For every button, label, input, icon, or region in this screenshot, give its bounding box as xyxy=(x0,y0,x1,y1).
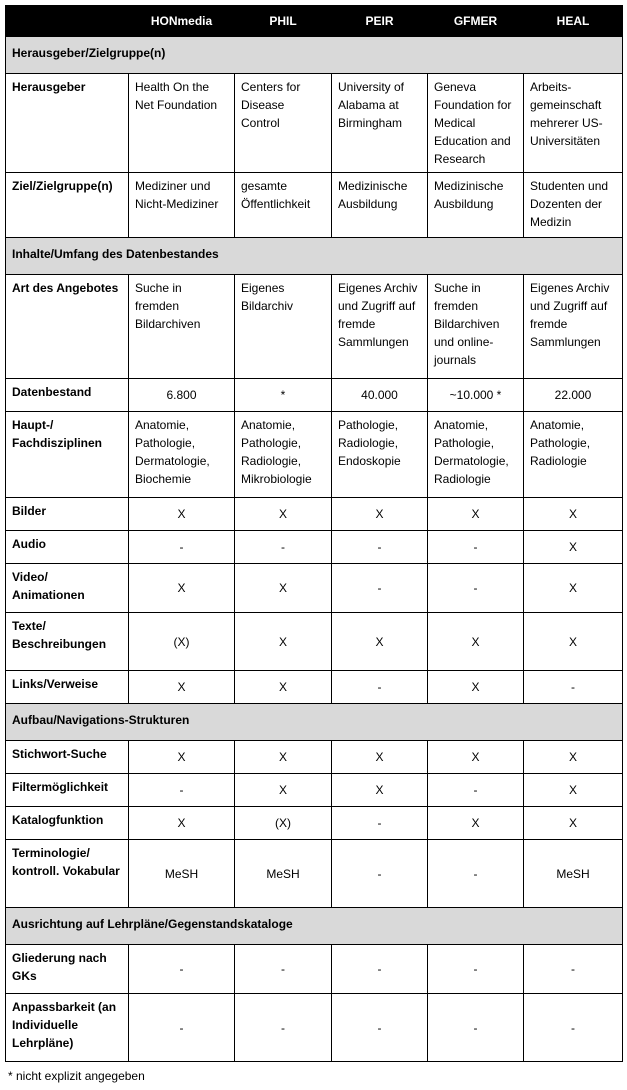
row-label: Ziel/Zielgruppe(n) xyxy=(6,173,129,238)
table-cell: 6.800 xyxy=(129,379,235,412)
table-cell: X xyxy=(524,531,623,564)
table-cell: Pathologie, Radiologie, Endoskopie xyxy=(332,412,428,498)
table-cell: X xyxy=(235,774,332,807)
table-cell: X xyxy=(428,613,524,671)
row-label: Bilder xyxy=(6,498,129,531)
row-label: Gliederung nach GKs xyxy=(6,945,129,994)
header-row xyxy=(6,6,623,37)
row-label: Stichwort-Suche xyxy=(6,741,129,774)
table-cell: Arbeits-gemeinschaft mehrerer US-Universitäten xyxy=(524,74,623,173)
table-cell: ~10.000 * xyxy=(428,379,524,412)
table-row xyxy=(6,613,623,671)
row-label: Art des Angebotes xyxy=(6,275,129,379)
table-cell: Suche in fremden Bildarchiven xyxy=(129,275,235,379)
header-honmedia: HONmedia xyxy=(129,6,235,37)
section-title: Inhalte/Umfang des Datenbestandes xyxy=(6,238,623,275)
header-corner xyxy=(6,6,129,37)
section-row xyxy=(6,704,623,741)
row-label: Links/Verweise xyxy=(6,671,129,704)
row-label: Audio xyxy=(6,531,129,564)
table-cell: MeSH xyxy=(235,840,332,908)
table-cell: - xyxy=(428,840,524,908)
table-cell: * xyxy=(235,379,332,412)
table-row xyxy=(6,498,623,531)
table-cell: Anatomie, Pathologie, Dermatologie, Biochemie xyxy=(129,412,235,498)
table-cell: - xyxy=(129,945,235,994)
table-cell: Anatomie, Pathologie, Radiologie, Mikrobiologie xyxy=(235,412,332,498)
header-heal: HEAL xyxy=(524,6,623,37)
table-cell: X xyxy=(524,498,623,531)
table-cell: (X) xyxy=(235,807,332,840)
table-cell: X xyxy=(428,807,524,840)
table-cell: X xyxy=(524,741,623,774)
table-cell: X xyxy=(129,741,235,774)
table-row xyxy=(6,275,623,379)
table-cell: - xyxy=(524,945,623,994)
table-cell: X xyxy=(129,671,235,704)
table-cell: X xyxy=(235,741,332,774)
table-cell: Medizinische Ausbildung xyxy=(332,173,428,238)
table-cell: - xyxy=(524,671,623,704)
table-cell: Medizinische Ausbildung xyxy=(428,173,524,238)
table-cell: Suche in fremden Bildarchiven und online-journals xyxy=(428,275,524,379)
row-label: Datenbestand xyxy=(6,379,129,412)
section-row xyxy=(6,908,623,945)
table-cell: X xyxy=(524,564,623,613)
table-row xyxy=(6,379,623,412)
table-row xyxy=(6,531,623,564)
row-label: Video/ Animationen xyxy=(6,564,129,613)
table-cell: - xyxy=(235,994,332,1062)
table-cell: MeSH xyxy=(129,840,235,908)
table-cell: MeSH xyxy=(524,840,623,908)
table-row xyxy=(6,840,623,908)
table-row xyxy=(6,741,623,774)
table-cell: X xyxy=(428,741,524,774)
table-body xyxy=(6,37,623,1062)
table-cell: Anatomie, Pathologie, Radiologie xyxy=(524,412,623,498)
row-label: Herausgeber xyxy=(6,74,129,173)
table-cell: X xyxy=(332,774,428,807)
table-cell: X xyxy=(524,807,623,840)
section-title: Herausgeber/Zielgruppe(n) xyxy=(6,37,623,74)
table-cell: - xyxy=(428,994,524,1062)
table-cell: X xyxy=(129,498,235,531)
table-row xyxy=(6,945,623,994)
row-label: Texte/ Beschreibungen xyxy=(6,613,129,671)
table-cell: - xyxy=(235,945,332,994)
header-phil: PHIL xyxy=(235,6,332,37)
table-cell: - xyxy=(129,531,235,564)
table-cell: X xyxy=(235,498,332,531)
table-cell: 22.000 xyxy=(524,379,623,412)
table-cell: - xyxy=(428,564,524,613)
table-cell: - xyxy=(524,994,623,1062)
table-cell: - xyxy=(235,531,332,564)
table-row xyxy=(6,807,623,840)
table-row xyxy=(6,671,623,704)
table-cell: - xyxy=(332,840,428,908)
row-label: Haupt-/ Fachdisziplinen xyxy=(6,412,129,498)
table-cell: - xyxy=(332,807,428,840)
table-cell: 40.000 xyxy=(332,379,428,412)
table-cell: - xyxy=(129,994,235,1062)
table-cell: X xyxy=(332,741,428,774)
table-cell: X xyxy=(524,613,623,671)
table-cell: Geneva Foundation for Medical Education and Research xyxy=(428,74,524,173)
table-cell: - xyxy=(332,671,428,704)
table-cell: Eigenes Bildarchiv xyxy=(235,275,332,379)
table-row xyxy=(6,173,623,238)
table-cell: - xyxy=(428,531,524,564)
row-label: Filtermöglichkeit xyxy=(6,774,129,807)
footnote: * nicht explizit angegeben xyxy=(8,1069,145,1083)
row-label: Terminologie/ kontroll. Vokabular xyxy=(6,840,129,908)
table-cell: X xyxy=(129,807,235,840)
section-row xyxy=(6,37,623,74)
table-cell: Mediziner und Nicht-Mediziner xyxy=(129,173,235,238)
section-row xyxy=(6,238,623,275)
table-cell: X xyxy=(235,671,332,704)
table-cell: X xyxy=(524,774,623,807)
table-cell: X xyxy=(235,564,332,613)
table-cell: - xyxy=(332,531,428,564)
table-cell: (X) xyxy=(129,613,235,671)
table-cell: X xyxy=(332,613,428,671)
section-title: Ausrichtung auf Lehrpläne/Gegenstandskataloge xyxy=(6,908,623,945)
table-cell: X xyxy=(428,671,524,704)
row-label: Katalogfunktion xyxy=(6,807,129,840)
header-peir: PEIR xyxy=(332,6,428,37)
table-cell: Studenten und Dozenten der Medizin xyxy=(524,173,623,238)
table-cell: X xyxy=(129,564,235,613)
table-cell: gesamte Öffentlichkeit xyxy=(235,173,332,238)
table-row xyxy=(6,774,623,807)
table-cell: X xyxy=(428,498,524,531)
row-label: Anpassbarkeit (an Individuelle Lehrpläne) xyxy=(6,994,129,1062)
table-cell: - xyxy=(332,945,428,994)
table-row xyxy=(6,994,623,1062)
table-cell: - xyxy=(428,945,524,994)
table-cell: University of Alabama at Birmingham xyxy=(332,74,428,173)
section-title: Aufbau/Navigations-Strukturen xyxy=(6,704,623,741)
table-cell: Health On the Net Foundation xyxy=(129,74,235,173)
table-cell: - xyxy=(129,774,235,807)
table-cell: - xyxy=(332,994,428,1062)
table-cell: X xyxy=(235,613,332,671)
table-cell: - xyxy=(428,774,524,807)
comparison-table xyxy=(5,5,623,1062)
table-cell: Eigenes Archiv und Zugriff auf fremde Sammlungen xyxy=(524,275,623,379)
table-row xyxy=(6,74,623,173)
table-cell: - xyxy=(332,564,428,613)
table-row xyxy=(6,564,623,613)
table-row xyxy=(6,412,623,498)
table-cell: Eigenes Archiv und Zugriff auf fremde Sammlungen xyxy=(332,275,428,379)
table-cell: Centers for Disease Control xyxy=(235,74,332,173)
header-gfmer: GFMER xyxy=(428,6,524,37)
table-cell: X xyxy=(332,498,428,531)
table-cell: Anatomie, Pathologie, Dermatologie, Radiologie xyxy=(428,412,524,498)
